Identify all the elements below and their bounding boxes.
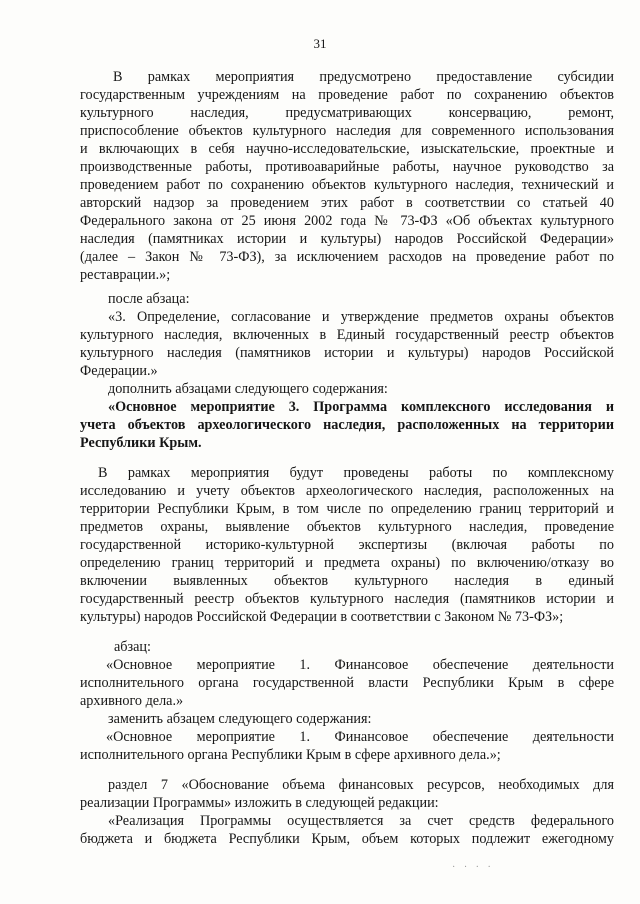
- page-number: 31: [313, 36, 327, 51]
- text-line: В рамках мероприятия предусмотрено предоставление субсидии: [113, 69, 614, 85]
- text-line: государственным учреждениям на проведение работ по сохранению объектов: [80, 87, 614, 103]
- text-line: предметов охраны, выявление объектов культурного наследия, проведение: [80, 519, 614, 535]
- heading-line: «Основное мероприятие 3. Программа комплексного исследования и: [108, 399, 614, 415]
- heading-line: Республики Крым.: [80, 435, 202, 451]
- text-line: заменить абзацем следующего содержания:: [108, 711, 372, 727]
- text-line: архивного дела.»: [80, 693, 184, 709]
- text-line: включении выявленных объектов культурного наследия в единый: [80, 573, 614, 589]
- text-line: «Основное мероприятие 1. Финансовое обеспечение деятельности: [106, 657, 614, 673]
- text-line: наследия (памятниках истории и культуры) народов Российской Федерации»: [80, 231, 614, 247]
- text-line: государственной историко-культурной экспертизы (включая работы по: [80, 537, 614, 553]
- text-line: определению границ территорий и предмета охраны) по включению/отказу во: [80, 555, 614, 571]
- heading-line: учета объектов археологического наследия, расположенных на территории: [80, 417, 614, 433]
- text-line: раздел 7 «Обоснование объема финансовых ресурсов, необходимых для: [108, 777, 614, 793]
- text-line: абзац:: [114, 639, 151, 655]
- text-line: культурного наследия (памятников истории и культуры) народов Российской: [80, 345, 614, 361]
- text-line: бюджета и бюджета Республики Крым, объем которых подлежит ежегодному: [80, 831, 614, 847]
- text-line: производственные работы, противоаварийные работы, научное руководство за: [80, 159, 614, 175]
- text-line: дополнить абзацами следующего содержания:: [108, 381, 388, 397]
- text-line: «3. Определение, согласование и утверждение предметов охраны объектов: [108, 309, 614, 325]
- text-line: культуры) народов Российской Федерации в соответствии с Законом № 73-ФЗ»;: [80, 609, 564, 625]
- text-line: исполнительного органа Республики Крым в сфере архивного дела.»;: [80, 747, 501, 763]
- text-line: и включающих в себя научно-исследовательские, изыскательские, проектные и: [80, 141, 614, 157]
- text-line: приспособление объектов культурного наследия для современного использования: [80, 123, 614, 139]
- text-line: авторский надзор за проведением этих работ в соответствии со статьей 40: [80, 195, 614, 211]
- text-line: государственный реестр объектов культурного наследия (памятников истории и: [80, 591, 614, 607]
- text-line: «Реализация Программы осуществляется за счет средств федерального: [108, 813, 614, 829]
- text-line: реализации Программы» изложить в следующей редакции:: [80, 795, 439, 811]
- text-line: Федерации.»: [80, 363, 158, 379]
- text-line: Федерального закона от 25 июня 2002 года № 73-ФЗ «Об объектах культурного: [80, 213, 614, 229]
- text-line: «Основное мероприятие 1. Финансовое обеспечение деятельности: [106, 729, 614, 745]
- text-line: исполнительного органа государственной власти Республики Крым в сфере: [80, 675, 614, 691]
- text-line: исследованию и учету объектов археологического наследия, расположенных на: [80, 483, 614, 499]
- text-line: территории Республики Крым, в том числе по определению границ территорий и: [80, 501, 614, 517]
- text-line: проведением работ по сохранению объектов культурного наследия, технический и: [80, 177, 614, 193]
- text-line: после абзаца:: [108, 291, 190, 307]
- scan-specks: · · · ·: [452, 862, 494, 873]
- text-line: (далее – Закон № 73-ФЗ), за исключением расходов на проведение работ по: [80, 249, 614, 265]
- text-line: культурного наследия, включенных в Единый государственный реестр объектов: [80, 327, 614, 343]
- text-line: реставрации.»;: [80, 267, 171, 283]
- text-line: культурного наследия, предусматривающих консервацию, ремонт,: [80, 105, 614, 121]
- text-line: В рамках мероприятия будут проведены работы по комплексному: [98, 465, 614, 481]
